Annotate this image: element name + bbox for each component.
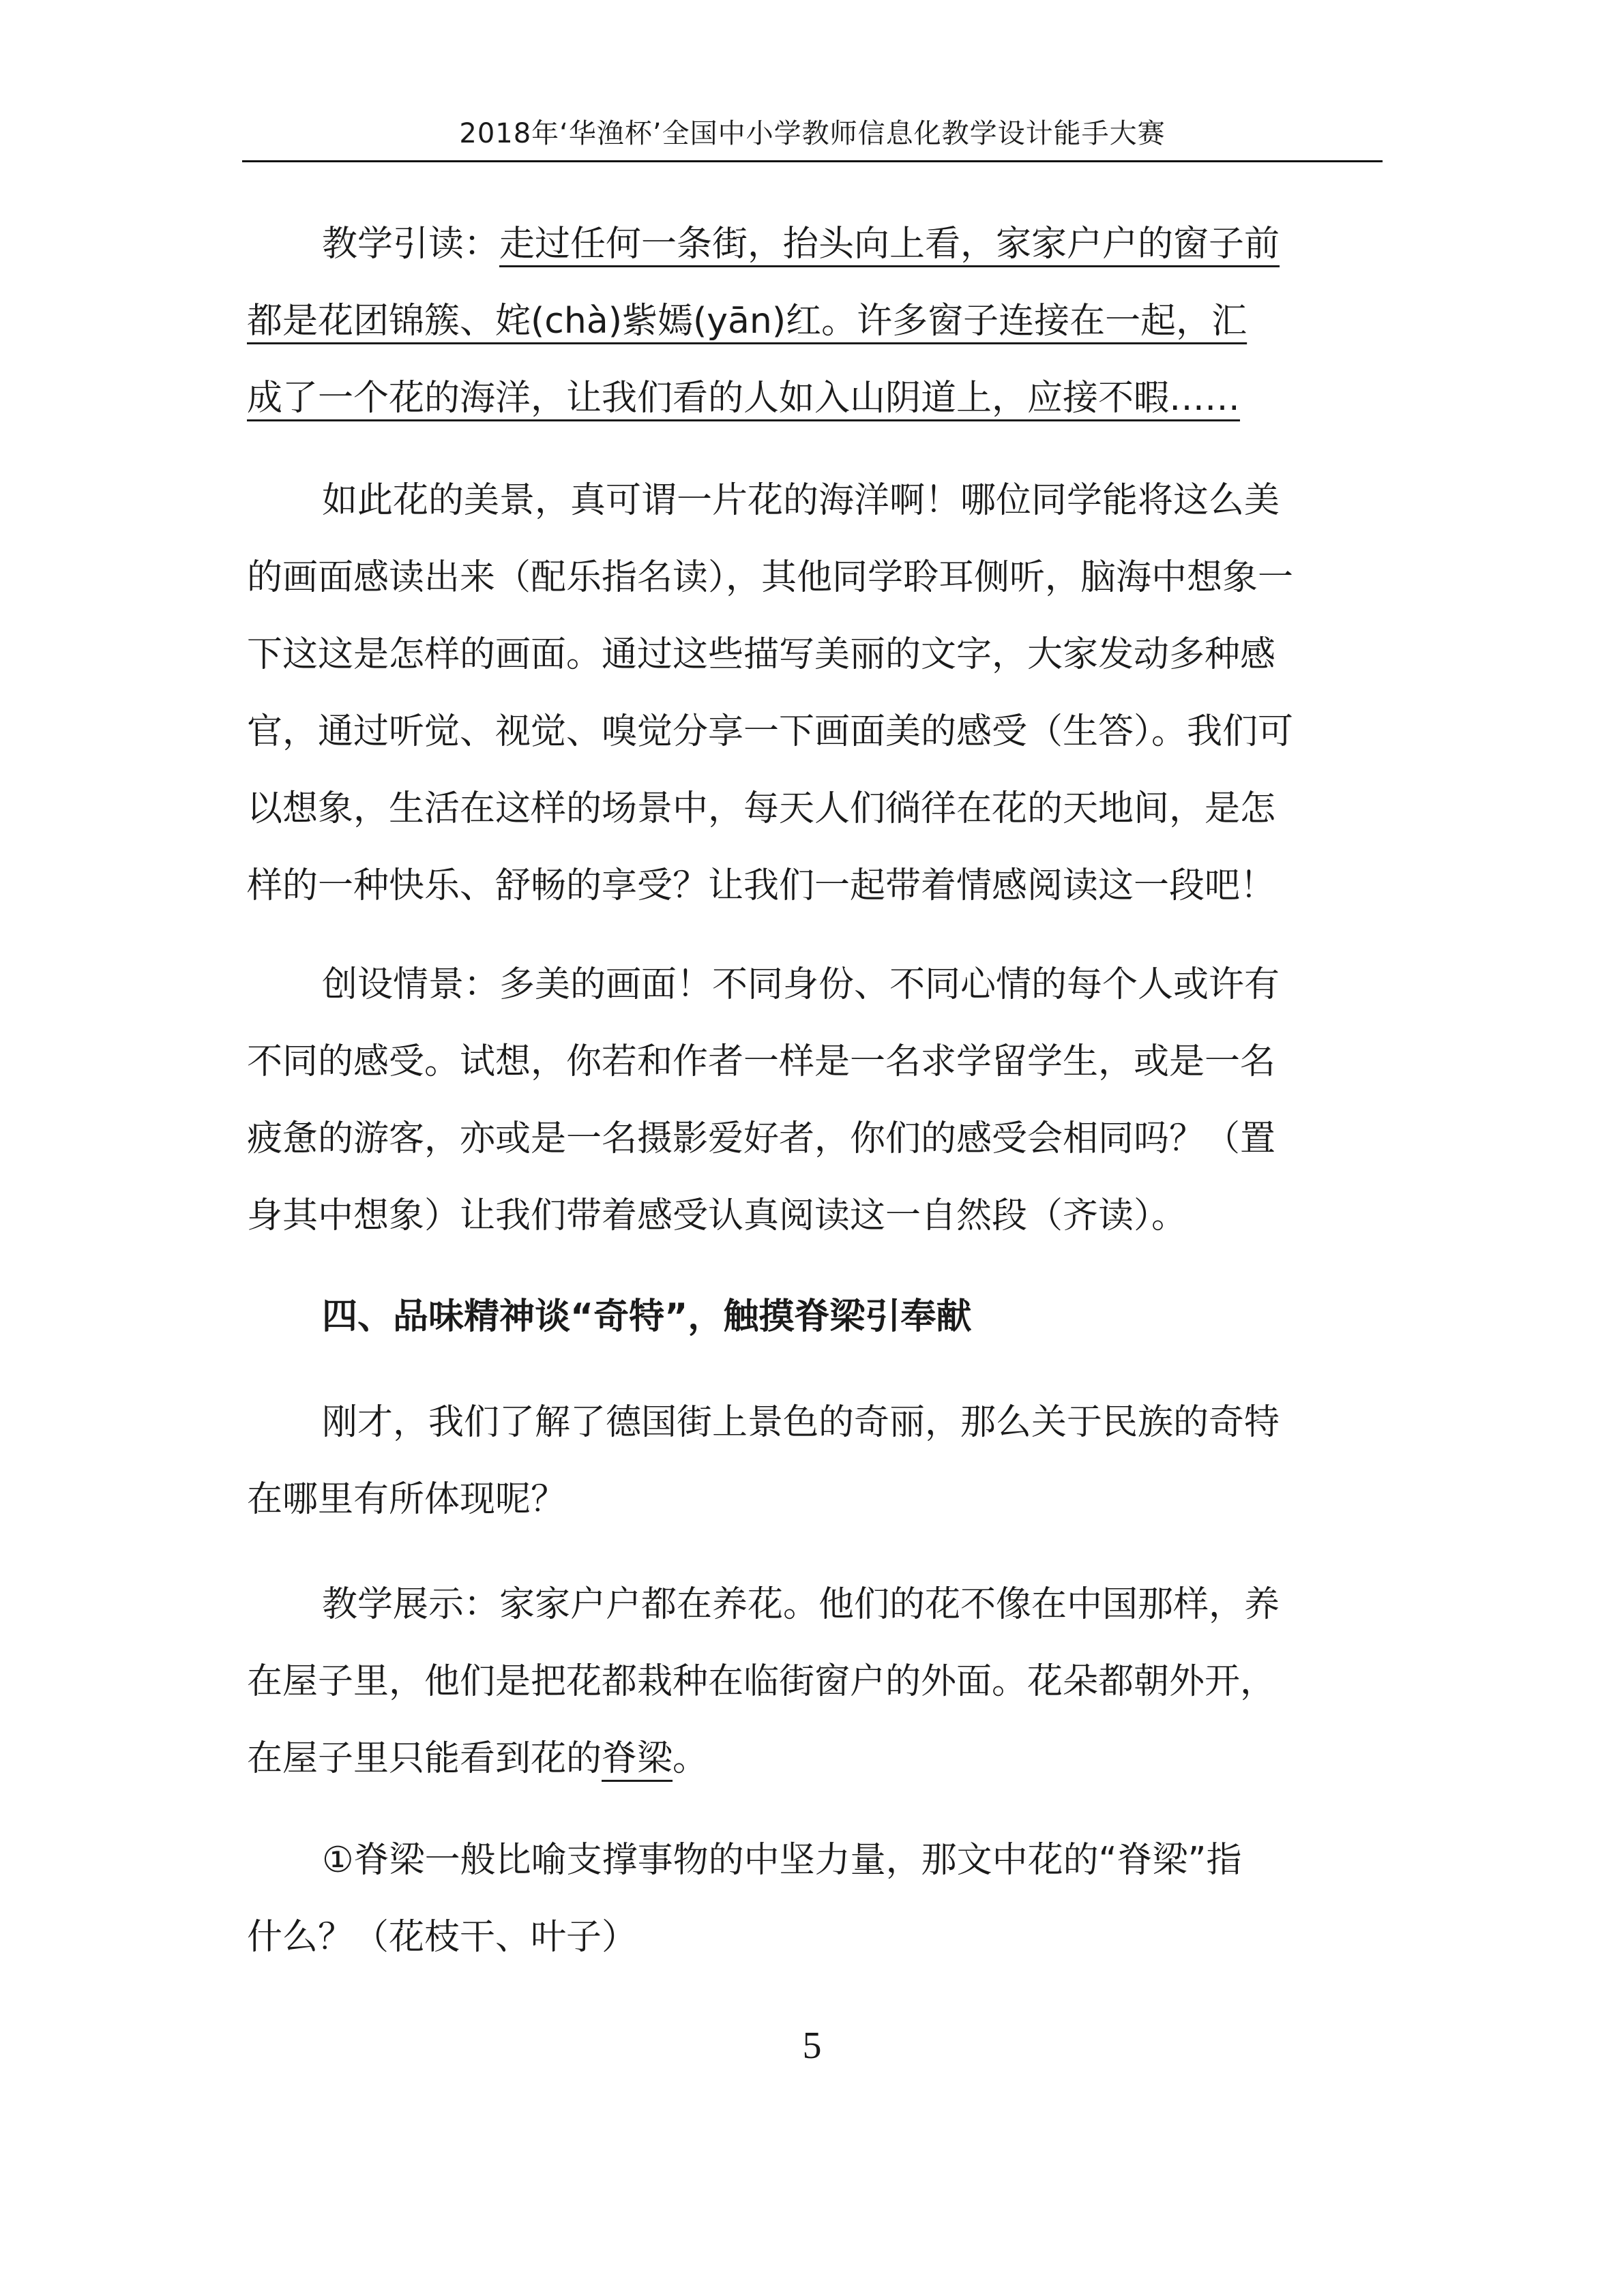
- paragraph-line: [247, 1720, 1379, 1798]
- line-text: 。: [673, 1738, 709, 1779]
- paragraph-line: 在屋子里，他们是把花都栽种在临街窗户的外面。花朵都朝外开，: [247, 1661, 1276, 1702]
- header-rule: [242, 160, 1383, 162]
- page-number: 5: [802, 2025, 822, 2067]
- underlined-keyword: 脊梁: [602, 1738, 673, 1779]
- paragraph-line: [247, 360, 1379, 437]
- paragraph-line: ①脊梁一般比喻支撑事物的中坚力量，那文中花的“脊梁”指: [322, 1840, 1242, 1881]
- paragraph-line: 官，通过听觉、视觉、嗅觉分享一下画面美的感受（生答）。我们可: [247, 711, 1294, 752]
- section-heading-text: 四、品味精神谈“奇特”，触摸脊梁引奉献: [322, 1296, 972, 1337]
- underlined-quote-text: 都是花团锦簇、姹(chà)紫嫣(yān)红。许多窗子连接在一起，汇: [247, 301, 1247, 342]
- section-heading: [247, 1279, 1379, 1356]
- paragraph-teaching-display: [247, 1566, 1379, 1798]
- paragraph-line: 疲惫的游客，亦或是一名摄影爱好者，你们的感受会相同吗？（置: [247, 1118, 1276, 1159]
- underlined-quote-text: 成了一个花的海洋，让我们看的人如入山阴道上，应接不暇……: [247, 378, 1241, 419]
- paragraph-line: 样的一种快乐、舒畅的享受？让我们一起带着情感阅读这一段吧！: [247, 865, 1276, 906]
- line-label-text: 教学引读：: [322, 224, 500, 265]
- paragraph-question-backbone: [247, 1822, 1379, 1976]
- paragraph-line: 身其中想象）让我们带着感受认真阅读这一自然段（齐读）。: [247, 1195, 1187, 1236]
- paragraph-create-scenario: [247, 946, 1379, 1255]
- page-header: 2018年‘华渔杯’全国中小学教师信息化教学设计能手大赛: [459, 118, 1166, 149]
- underlined-quote-text: 走过任何一条街，抬头向上看，家家户户的窗子前: [499, 224, 1280, 265]
- paragraph-question-uniqueness: [247, 1384, 1379, 1538]
- paragraph-line: 不同的感受。试想，你若和作者一样是一名求学留学生，或是一名: [247, 1041, 1276, 1082]
- paragraph-line: 如此花的美景，真可谓一片花的海洋啊！哪位同学能将这么美: [322, 480, 1280, 521]
- paragraph-line: 的画面感读出来（配乐指名读），其他同学聆耳侧听，脑海中想象一: [247, 557, 1294, 598]
- paragraph-line: 教学展示：家家户户都在养花。他们的花不像在中国那样，养: [322, 1584, 1280, 1625]
- paragraph-line: 创设情景：多美的画面！不同身份、不同心情的每个人或许有: [322, 964, 1280, 1005]
- paragraph-line: [247, 206, 1379, 283]
- paragraph-line: 以想象，生活在这样的场景中，每天人们徜徉在花的天地间，是怎: [247, 788, 1276, 829]
- paragraph-line: [247, 283, 1379, 360]
- paragraph-scenery-reading: [247, 462, 1379, 925]
- paragraph-line: 下这这是怎样的画面。通过这些描写美丽的文字，大家发动多种感: [247, 634, 1276, 675]
- paragraph-line: 刚才，我们了解了德国街上景色的奇丽，那么关于民族的奇特: [322, 1402, 1280, 1443]
- paragraph-teaching-guide-reading: [247, 206, 1379, 437]
- paragraph-line: 什么？（花枝干、叶子）: [247, 1917, 638, 1958]
- paragraph-line: 在哪里有所体现呢？: [247, 1479, 567, 1520]
- line-text: 在屋子里只能看到花的: [247, 1738, 602, 1779]
